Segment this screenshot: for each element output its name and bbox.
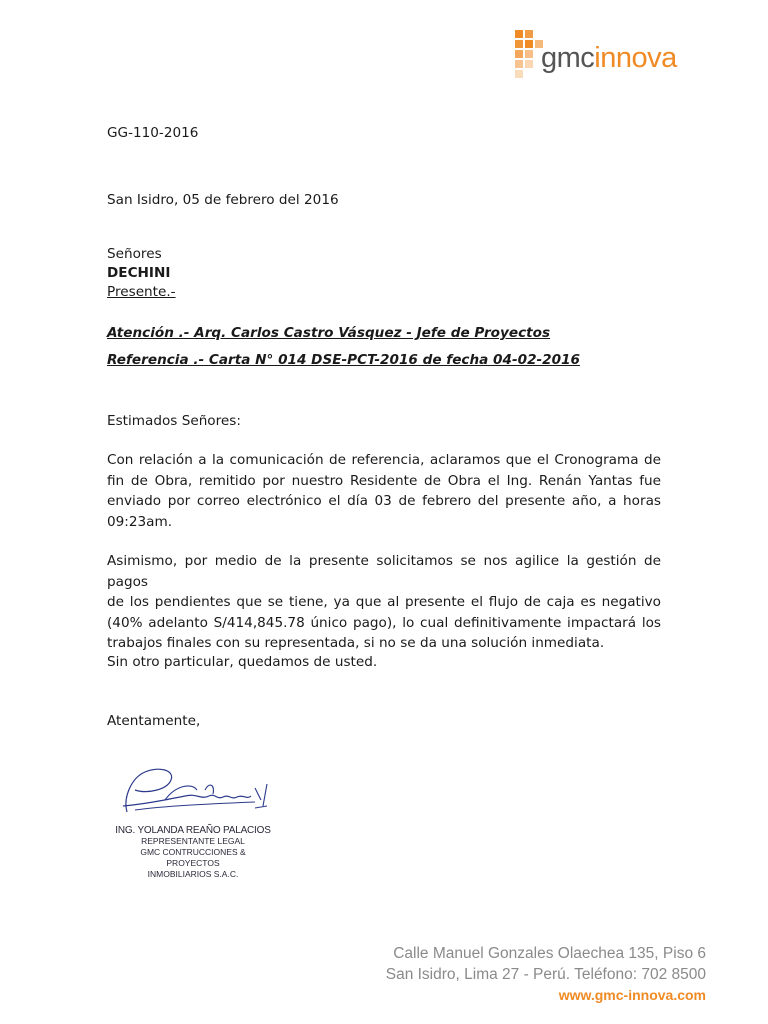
signer-company-2: INMOBILIARIOS S.A.C.: [147, 869, 239, 879]
signer-title: REPRESENTANTE LEGAL: [141, 836, 245, 846]
paragraph-2-line: (40% adelanto S/414,845.78 único pago), lo cual definitivamente impactará los: [107, 614, 661, 631]
handwritten-signature: [105, 760, 285, 820]
presente-line: Presente.-: [107, 284, 176, 300]
reference-code: GG-110-2016: [107, 125, 199, 141]
company-logo: [515, 30, 695, 82]
paragraph-1: [107, 450, 661, 532]
closing-line: Sin otro particular, quedamos de usted.: [107, 654, 378, 670]
reference-line: Referencia .- Carta N° 014 DSE-PCT-2016 de fecha 04-02-2016: [107, 352, 581, 368]
signature-stamp: [113, 825, 273, 880]
paragraph-2-line: de los pendientes que se tiene, ya que al presente el flujo de caja es negativo: [107, 594, 661, 610]
paragraph-1-line: Con relación a la comunicación de referencia, aclaramos que el Cronograma de: [107, 452, 661, 468]
attention-line: Atención .- Arq. Carlos Castro Vásquez - Jefe de Proyectos: [107, 325, 551, 341]
recipient-name: DECHINI: [107, 265, 171, 281]
place-date: San Isidro, 05 de febrero del 2016: [107, 192, 339, 208]
closing-signoff: Atentamente,: [107, 713, 201, 729]
footer: [386, 943, 706, 1006]
paragraph-1-line: enviado por correo electrónico el día 03 de febrero del presente año, a horas: [107, 493, 661, 509]
greeting: Estimados Señores:: [107, 413, 241, 429]
logo-text-gmc: gmc: [541, 42, 595, 74]
paragraph-1-line: 09:23am.: [107, 513, 173, 530]
salutation: Señores: [107, 246, 162, 262]
signer-name: ING. YOLANDA REAÑO PALACIOS: [115, 825, 271, 836]
signer-company: GMC CONTRUCCIONES & PROYECTOS: [140, 847, 246, 868]
paragraph-2: [107, 551, 661, 654]
paragraph-1-line: fin de Obra, remitido por nuestro Residente de Obra el Ing. Renán Yantas fue: [107, 472, 661, 489]
footer-address-1: Calle Manuel Gonzales Olaechea 135, Piso 6: [393, 945, 706, 962]
footer-address-2: San Isidro, Lima 27 - Perú. Teléfono: 702 8500: [385, 966, 706, 983]
paragraph-2-line: trabajos finales con su representada, si no se da una solución inmediata.: [107, 635, 605, 651]
footer-website-link[interactable]: www.gmc-innova.com: [558, 987, 706, 1003]
paragraph-2-line: Asimismo, por medio de la presente solicitamos se nos agilice la gestión de pagos: [107, 553, 661, 590]
logo-text-innova: innova: [594, 42, 677, 74]
logo-wordmark: [541, 44, 677, 73]
